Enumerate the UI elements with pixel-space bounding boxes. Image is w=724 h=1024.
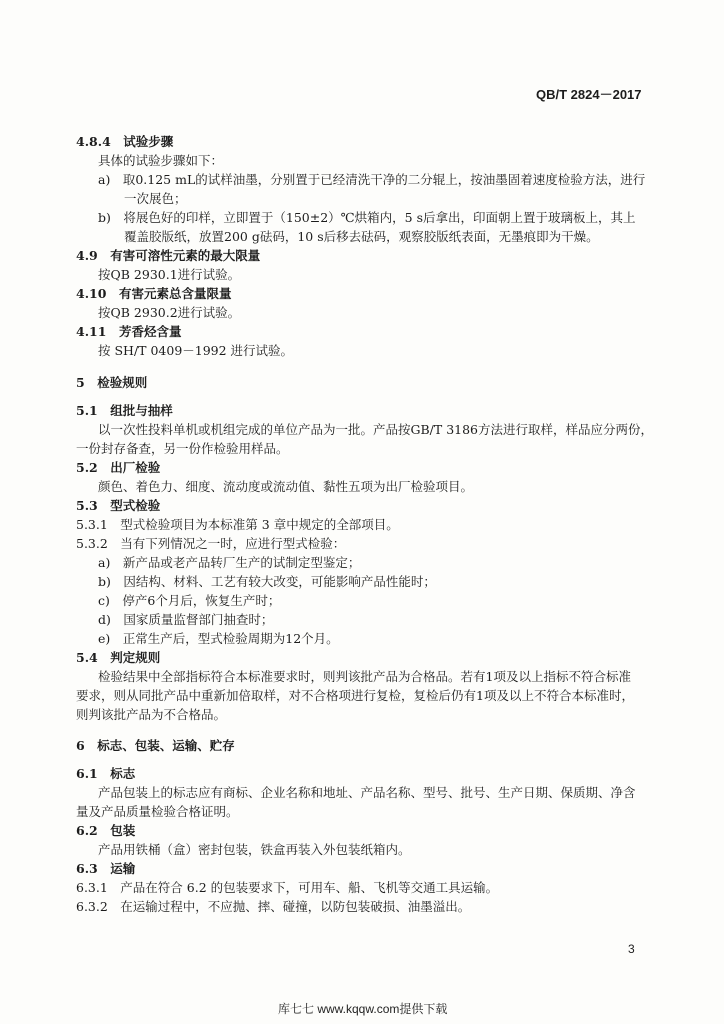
page-number: 3	[628, 942, 635, 956]
footer-watermark: 库七七 www.kqqw.com提供下载	[278, 1002, 448, 1016]
section-heading: 4.10 有害元素总含量限量	[76, 286, 232, 301]
section-heading: 6.1 标志	[76, 766, 136, 781]
paragraph: 以一次性投料单机或机组完成的单位产品为一批。产品按GB/T 3186方法进行取样，样品应分两份，	[98, 422, 654, 437]
chapter-heading: 5 检验规则	[76, 375, 148, 390]
paragraph-cont: 一份封存备查，另一份作检验用样品。	[76, 441, 289, 456]
paragraph-cont: 要求，则从同批产品中重新加倍取样，对不合格项进行复检，复检后仍有1项及以上不符合本标准时，	[76, 688, 634, 703]
section-heading: 6.3 运输	[76, 861, 136, 876]
paragraph: 产品包装上的标志应有商标、企业名称和地址、产品名称、型号、批号、生产日期、保质期、净含	[98, 785, 636, 800]
paragraph: 6.3.2 在运输过程中，不应抛、摔、碰撞，以防包装破损、油墨溢出。	[76, 899, 471, 914]
paragraph: 检验结果中全部指标符合本标准要求时，则判该批产品为合格品。若有1项及以上指标不符合标准	[98, 669, 631, 684]
paragraph: 颜色、着色力、细度、流动度或流动值、黏性五项为出厂检验项目。	[98, 479, 474, 494]
list-item: b) 将展色好的印样，立即置于（150±2）℃烘箱内，5 s后拿出，印面朝上置于玻璃板上，其上	[98, 210, 636, 225]
section-heading: 4.9 有害可溶性元素的最大限量	[76, 248, 261, 263]
paragraph-cont: 则判该批产品为不合格品。	[76, 707, 227, 722]
paragraph: 按 SH/T 0409－1992 进行试验。	[98, 343, 294, 358]
list-item: b) 因结构、材料、工艺有较大改变，可能影响产品性能时；	[98, 574, 436, 589]
standard-code: QB/T 2824－2017	[536, 87, 642, 102]
paragraph-cont: 量及产品质量检验合格证明。	[76, 804, 239, 819]
list-item: c) 停产6个月后，恢复生产时；	[98, 593, 281, 608]
paragraph: 按QB 2930.2进行试验。	[98, 305, 241, 320]
paragraph: 6.3.1 产品在符合 6.2 的包装要求下，可用车、船、飞机等交通工具运输。	[76, 880, 499, 895]
paragraph: 5.3.2 当有下列情况之一时，应进行型式检验：	[76, 536, 346, 551]
paragraph: 5.3.1 型式检验项目为本标准第 3 章中规定的全部项目。	[76, 517, 399, 532]
section-heading: 4.11 芳香烃含量	[76, 324, 182, 339]
paragraph: 按QB 2930.1进行试验。	[98, 267, 241, 282]
list-item-cont: 一次展色；	[124, 191, 187, 206]
list-item: d) 国家质量监督部门抽查时；	[98, 612, 274, 627]
section-heading: 5.3 型式检验	[76, 498, 161, 513]
section-heading: 5.4 判定规则	[76, 650, 161, 665]
section-heading: 4.8.4 试验步骤	[76, 134, 174, 149]
list-item: e) 正常生产后，型式检验周期为12个月。	[98, 631, 339, 646]
section-heading: 5.1 组批与抽样	[76, 403, 173, 418]
paragraph: 产品用铁桶（盒）密封包装，铁盒再装入外包装纸箱内。	[98, 842, 411, 857]
list-item: a) 取0.125 mL的试样油墨，分别置于已经清洗干净的二分辊上，按油墨固着速度检验方法，进行	[98, 172, 646, 187]
list-item: a) 新产品或老产品转厂生产的试制定型鉴定；	[98, 555, 361, 570]
section-heading: 6.2 包装	[76, 823, 136, 838]
section-heading: 5.2 出厂检验	[76, 460, 161, 475]
chapter-heading: 6 标志、包装、运输、贮存	[76, 738, 235, 753]
list-item-cont: 覆盖胶版纸，放置200 g砝码，10 s后移去砝码，观察胶版纸表面，无墨痕即为干燥。	[124, 229, 599, 244]
paragraph: 具体的试验步骤如下：	[98, 153, 224, 168]
